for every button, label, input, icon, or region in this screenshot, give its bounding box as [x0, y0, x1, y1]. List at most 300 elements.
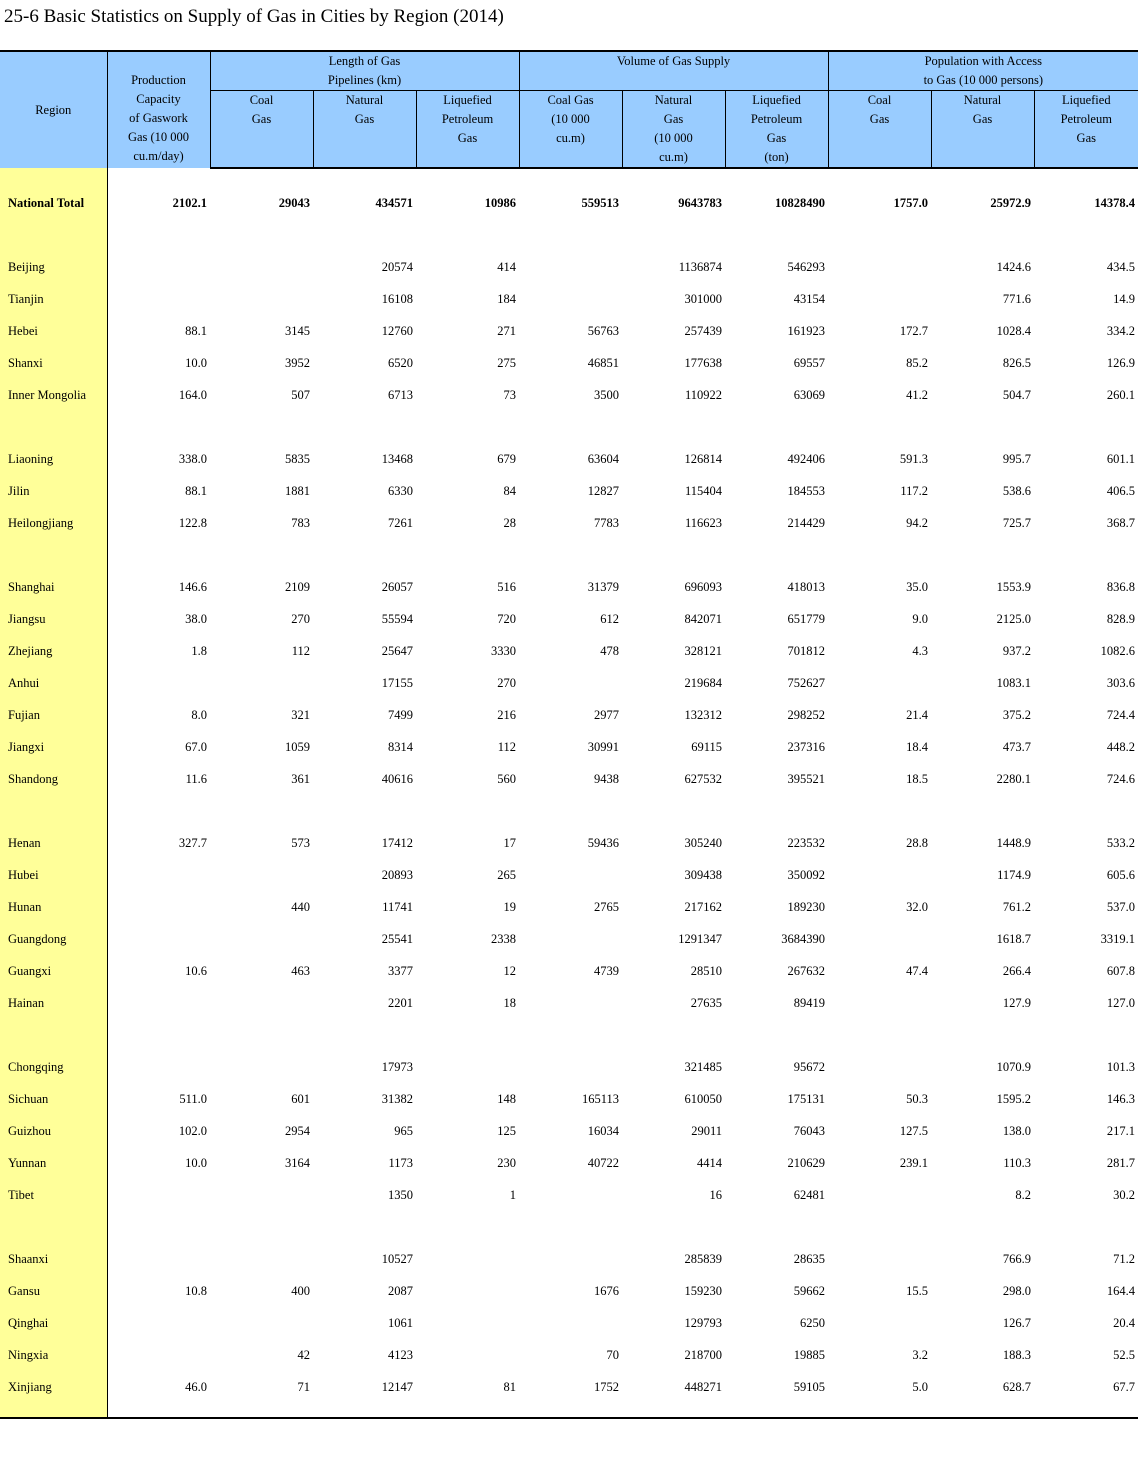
- spacer-cell: [725, 1019, 828, 1051]
- data-cell: 62481: [793, 1187, 826, 1202]
- data-cell: 76043: [793, 1123, 826, 1138]
- region-name: Ningxia: [0, 1339, 107, 1371]
- data-cell: 27635: [690, 995, 723, 1010]
- data-cell: 237316: [787, 739, 826, 754]
- data-cell: 10.0: [185, 1155, 207, 1170]
- spacer-cell: [210, 411, 313, 443]
- spacer-cell: [1034, 168, 1138, 187]
- data-cell: [210, 1307, 313, 1339]
- spacer-cell: [828, 795, 931, 827]
- region-name: Henan: [0, 827, 107, 859]
- data-cell: 11.6: [185, 771, 207, 786]
- header-text-line: Coal: [249, 93, 274, 107]
- data-cell: 546293: [787, 259, 826, 274]
- data-cell: 122.8: [178, 515, 207, 530]
- data-cell: [519, 859, 622, 891]
- data-cell: 414: [497, 259, 517, 274]
- data-cell: 50.3: [906, 1091, 929, 1106]
- data-cell: 95672: [793, 1059, 826, 1074]
- data-cell: [107, 667, 210, 699]
- data-cell: 138.0: [1002, 1123, 1032, 1138]
- data-cell: 81: [503, 1379, 517, 1394]
- data-cell: 16108: [381, 291, 413, 306]
- data-cell: [416, 1051, 519, 1083]
- region-name: Fujian: [0, 699, 107, 731]
- spacer-cell: [519, 539, 622, 571]
- header-text-line: cu.m/day): [133, 149, 184, 163]
- data-cell: 725.7: [1002, 515, 1032, 530]
- data-cell: [107, 923, 210, 955]
- data-cell: [107, 283, 210, 315]
- spacer-cell: [210, 795, 313, 827]
- population-col-header-1: [931, 91, 1034, 169]
- spacer-cell: [313, 795, 416, 827]
- data-cell: 3164: [285, 1155, 310, 1170]
- data-cell: 11741: [382, 899, 413, 914]
- data-cell: 127.5: [899, 1123, 929, 1138]
- region-name: Guangxi: [0, 955, 107, 987]
- table-row: [0, 1371, 1138, 1403]
- data-cell: 771.6: [1002, 291, 1032, 306]
- region-name: Hainan: [0, 987, 107, 1019]
- data-cell: 38.0: [185, 611, 207, 626]
- data-cell: [416, 1275, 519, 1307]
- data-cell: 2977: [594, 707, 620, 722]
- data-cell: 463: [291, 963, 310, 978]
- data-cell: 14378.4: [1094, 195, 1136, 210]
- spacer-cell: [313, 539, 416, 571]
- data-cell: 110922: [684, 387, 723, 402]
- data-cell: 492406: [787, 451, 826, 466]
- data-cell: 125: [497, 1123, 517, 1138]
- data-cell: [519, 923, 622, 955]
- data-cell: 69115: [691, 739, 723, 754]
- data-cell: 3952: [285, 355, 310, 370]
- page-title: 25-6 Basic Statistics on Supply of Gas in Cities by Region (2014): [4, 6, 504, 27]
- table-row: [0, 1115, 1138, 1147]
- data-cell: 601: [291, 1091, 310, 1106]
- header-text-line: Pipelines (km): [327, 73, 402, 87]
- data-cell: 239.1: [899, 1155, 929, 1170]
- spacer-cell: [931, 411, 1034, 443]
- table-row: [0, 283, 1138, 315]
- data-cell: 1291347: [678, 931, 723, 946]
- data-cell: 1070.9: [996, 1059, 1032, 1074]
- header-text-line: Gas: [663, 112, 684, 126]
- data-cell: 321: [291, 707, 310, 722]
- header-text-line: Population with Access: [924, 54, 1042, 68]
- table-row: [0, 859, 1138, 891]
- spacer-row: [0, 1019, 1138, 1051]
- data-cell: 628.7: [1002, 1379, 1032, 1394]
- header-text-line: Liquefied: [443, 93, 492, 107]
- data-cell: [416, 1243, 519, 1275]
- spacer-cell: [828, 1403, 931, 1418]
- region-name: Jiangsu: [0, 603, 107, 635]
- spacer-cell: [210, 1019, 313, 1051]
- spacer-cell: [1034, 795, 1138, 827]
- data-cell: 507: [291, 387, 310, 402]
- data-cell: 31382: [381, 1091, 413, 1106]
- table-row: [0, 923, 1138, 955]
- spacer-cell: [416, 1019, 519, 1051]
- region-name: Guangdong: [0, 923, 107, 955]
- data-cell: [828, 1179, 931, 1211]
- data-cell: 9.0: [912, 611, 929, 626]
- data-cell: 285839: [684, 1251, 723, 1266]
- data-cell: 478: [600, 643, 620, 658]
- data-cell: 965: [394, 1123, 413, 1138]
- data-cell: 20893: [381, 867, 413, 882]
- data-cell: 40722: [587, 1155, 620, 1170]
- spacer-cell: [107, 168, 210, 187]
- data-cell: 270: [291, 611, 310, 626]
- data-cell: [828, 1051, 931, 1083]
- data-cell: 260.1: [1106, 387, 1136, 402]
- table-row: [0, 347, 1138, 379]
- data-cell: 88.1: [185, 323, 207, 338]
- data-cell: 1757.0: [893, 195, 929, 210]
- data-cell: 30.2: [1113, 1187, 1136, 1202]
- spacer-cell: [931, 168, 1034, 187]
- spacer-cell: [0, 795, 107, 827]
- data-cell: 395521: [787, 771, 826, 786]
- data-cell: 43154: [793, 291, 826, 306]
- data-cell: 127.9: [1002, 995, 1032, 1010]
- data-cell: 47.4: [906, 963, 929, 978]
- data-cell: 59662: [793, 1283, 826, 1298]
- data-cell: 219684: [684, 675, 723, 690]
- table-row: [0, 1243, 1138, 1275]
- data-cell: 327.7: [178, 835, 207, 850]
- region-name: Beijing: [0, 251, 107, 283]
- data-cell: 361: [291, 771, 310, 786]
- data-cell: 10.8: [185, 1283, 207, 1298]
- data-cell: 146.3: [1106, 1091, 1136, 1106]
- data-cell: 533.2: [1106, 835, 1136, 850]
- region-name: Inner Mongolia: [0, 379, 107, 411]
- spacer-cell: [828, 1019, 931, 1051]
- data-cell: 375.2: [1002, 707, 1032, 722]
- data-cell: 25972.9: [990, 195, 1032, 210]
- data-cell: 3500: [594, 387, 620, 402]
- volume-group-header: [519, 51, 828, 91]
- header-text-line: (ton): [764, 150, 789, 164]
- data-cell: 4414: [697, 1155, 723, 1170]
- data-cell: [416, 1339, 519, 1371]
- data-cell: 766.9: [1002, 1251, 1032, 1266]
- spacer-cell: [519, 795, 622, 827]
- region-name: Shanxi: [0, 347, 107, 379]
- data-cell: [519, 1051, 622, 1083]
- data-cell: 1752: [594, 1379, 620, 1394]
- spacer-cell: [210, 219, 313, 251]
- header-text-line: Liquefied: [1061, 93, 1111, 107]
- header-text-line: (10 000: [654, 131, 693, 145]
- data-cell: 1448.9: [996, 835, 1032, 850]
- data-cell: 1.8: [191, 643, 207, 658]
- data-cell: 937.2: [1002, 643, 1032, 658]
- data-cell: 84: [503, 483, 517, 498]
- data-cell: 94.2: [906, 515, 929, 530]
- table-row: [0, 667, 1138, 699]
- population-col-header-0: [828, 91, 931, 169]
- data-cell: 175131: [787, 1091, 826, 1106]
- data-cell: 270: [497, 675, 517, 690]
- table-row: [0, 635, 1138, 667]
- header-text-line: Gas: [457, 131, 478, 145]
- data-cell: 6250: [800, 1315, 826, 1330]
- spacer-cell: [210, 539, 313, 571]
- data-cell: 607.8: [1106, 963, 1136, 978]
- data-cell: 3.2: [912, 1347, 929, 1362]
- data-cell: 55594: [381, 611, 413, 626]
- data-cell: 752627: [787, 675, 826, 690]
- data-cell: [828, 1307, 931, 1339]
- data-cell: 73: [503, 387, 517, 402]
- header-text-line: Natural: [654, 93, 693, 107]
- data-cell: 42: [297, 1347, 310, 1362]
- spacer-cell: [725, 411, 828, 443]
- data-cell: 161923: [787, 323, 826, 338]
- data-cell: 15.5: [906, 1283, 929, 1298]
- header-text-line: Coal Gas: [547, 93, 594, 107]
- table-row: [0, 955, 1138, 987]
- data-cell: 321485: [684, 1059, 723, 1074]
- population-group-header: [828, 51, 1138, 91]
- pipeline-col-header-2: [416, 91, 519, 169]
- data-cell: 69557: [793, 355, 826, 370]
- data-cell: 71.2: [1113, 1251, 1136, 1266]
- data-cell: [107, 1307, 210, 1339]
- spacer-cell: [622, 219, 725, 251]
- data-cell: 267632: [787, 963, 826, 978]
- data-cell: [519, 987, 622, 1019]
- data-cell: 10.0: [185, 355, 207, 370]
- pipeline-col-header-1: [313, 91, 416, 169]
- data-cell: [107, 1243, 210, 1275]
- region-name: Zhejiang: [0, 635, 107, 667]
- region-name: Anhui: [0, 667, 107, 699]
- region-name: National Total: [0, 187, 107, 219]
- spacer-cell: [0, 219, 107, 251]
- spacer-cell: [107, 539, 210, 571]
- spacer-cell: [0, 1211, 107, 1243]
- data-cell: 406.5: [1106, 483, 1136, 498]
- data-cell: 2338: [491, 931, 517, 946]
- data-cell: 19885: [793, 1347, 826, 1362]
- data-cell: 67.0: [185, 739, 207, 754]
- data-cell: 560: [497, 771, 517, 786]
- data-cell: 8314: [388, 739, 413, 754]
- data-cell: 2125.0: [996, 611, 1032, 626]
- data-cell: 328121: [684, 643, 723, 658]
- data-cell: 434571: [375, 195, 413, 210]
- data-cell: [210, 1051, 313, 1083]
- data-cell: 19: [503, 899, 517, 914]
- data-cell: 17155: [381, 675, 413, 690]
- data-cell: 305240: [684, 835, 723, 850]
- header-text-line: Gas (10 000: [127, 130, 190, 144]
- table-row: [0, 731, 1138, 763]
- data-cell: 511.0: [179, 1091, 207, 1106]
- national-total-row: [0, 187, 1138, 219]
- spacer-cell: [107, 411, 210, 443]
- spacer-row: [0, 1211, 1138, 1243]
- spacer-cell: [519, 1211, 622, 1243]
- spacer-cell: [1034, 1403, 1138, 1418]
- data-cell: 172.7: [899, 323, 929, 338]
- header-text-line: Gas: [869, 112, 890, 126]
- data-cell: [828, 859, 931, 891]
- data-cell: 56763: [587, 323, 620, 338]
- data-cell: [210, 283, 313, 315]
- data-cell: 601.1: [1106, 451, 1136, 466]
- data-cell: 7783: [594, 515, 620, 530]
- data-cell: 271: [497, 323, 517, 338]
- data-cell: 129793: [684, 1315, 723, 1330]
- spacer-row: [0, 168, 1138, 187]
- spacer-cell: [931, 1403, 1034, 1418]
- data-cell: 4.3: [912, 643, 929, 658]
- data-cell: 8.2: [1015, 1187, 1032, 1202]
- data-cell: 18: [503, 995, 517, 1010]
- data-cell: 216: [497, 707, 517, 722]
- data-cell: 16: [709, 1187, 723, 1202]
- data-cell: 516: [497, 579, 517, 594]
- spacer-cell: [313, 1211, 416, 1243]
- spacer-cell: [107, 1403, 210, 1418]
- spacer-cell: [416, 795, 519, 827]
- data-cell: 132312: [684, 707, 723, 722]
- data-cell: 32.0: [906, 899, 929, 914]
- spacer-cell: [828, 411, 931, 443]
- header-text-line: to Gas (10 000 persons): [923, 73, 1043, 87]
- data-cell: 177638: [684, 355, 723, 370]
- data-cell: 836.8: [1106, 579, 1136, 594]
- data-cell: 448.2: [1106, 739, 1136, 754]
- data-cell: 8.0: [191, 707, 207, 722]
- data-cell: 189230: [787, 899, 826, 914]
- data-cell: 88.1: [185, 483, 207, 498]
- spacer-cell: [519, 1403, 622, 1418]
- region-name: Sichuan: [0, 1083, 107, 1115]
- data-cell: [107, 1051, 210, 1083]
- data-cell: 724.6: [1106, 771, 1136, 786]
- data-cell: 17: [503, 835, 517, 850]
- spacer-cell: [725, 539, 828, 571]
- data-cell: 1083.1: [996, 675, 1032, 690]
- spacer-cell: [107, 795, 210, 827]
- data-cell: 101.3: [1106, 1059, 1136, 1074]
- data-cell: 25541: [381, 931, 413, 946]
- data-cell: 115404: [684, 483, 723, 498]
- data-cell: [828, 283, 931, 315]
- data-cell: 591.3: [899, 451, 929, 466]
- region-name: Guizhou: [0, 1115, 107, 1147]
- table-row: [0, 315, 1138, 347]
- region-name: Hubei: [0, 859, 107, 891]
- header-text-line: Volume of Gas Supply: [616, 54, 731, 68]
- table-row: [0, 1339, 1138, 1371]
- data-cell: 266.4: [1002, 963, 1032, 978]
- spacer-cell: [828, 219, 931, 251]
- data-cell: 3319.1: [1100, 931, 1136, 946]
- data-cell: 46851: [587, 355, 620, 370]
- data-cell: 679: [497, 451, 517, 466]
- spacer-cell: [725, 1403, 828, 1418]
- data-cell: 188.3: [1002, 1347, 1032, 1362]
- spacer-cell: [622, 795, 725, 827]
- data-cell: 112: [291, 643, 310, 658]
- spacer-cell: [0, 1019, 107, 1051]
- data-cell: 217.1: [1106, 1123, 1136, 1138]
- data-cell: 184: [497, 291, 517, 306]
- data-cell: 504.7: [1002, 387, 1032, 402]
- data-cell: 117.2: [900, 483, 929, 498]
- data-cell: 537.0: [1106, 899, 1136, 914]
- data-cell: 473.7: [1002, 739, 1032, 754]
- data-cell: [519, 283, 622, 315]
- data-cell: 1061: [388, 1315, 413, 1330]
- data-cell: 148: [497, 1091, 517, 1106]
- data-cell: 70: [606, 1347, 620, 1362]
- data-cell: 1676: [594, 1283, 620, 1298]
- data-cell: 4739: [594, 963, 620, 978]
- data-cell: 605.6: [1106, 867, 1136, 882]
- data-cell: 159230: [684, 1283, 723, 1298]
- data-cell: 230: [497, 1155, 517, 1170]
- data-cell: 400: [291, 1283, 310, 1298]
- data-cell: 826.5: [1002, 355, 1032, 370]
- data-cell: 1059: [285, 739, 310, 754]
- region-name: Shandong: [0, 763, 107, 795]
- spacer-cell: [210, 1403, 313, 1418]
- data-cell: 26057: [381, 579, 413, 594]
- region-name: Hunan: [0, 891, 107, 923]
- data-cell: 17412: [381, 835, 413, 850]
- data-cell: [107, 891, 210, 923]
- data-cell: 448271: [684, 1379, 723, 1394]
- data-cell: 29011: [691, 1123, 723, 1138]
- table-row: [0, 891, 1138, 923]
- data-cell: 701812: [787, 643, 826, 658]
- data-cell: 1350: [388, 1187, 413, 1202]
- data-cell: 2280.1: [996, 771, 1032, 786]
- data-cell: 40616: [381, 771, 413, 786]
- data-cell: 21.4: [906, 707, 929, 722]
- region-name: Chongqing: [0, 1051, 107, 1083]
- spacer-cell: [416, 168, 519, 187]
- header-text-line: Natural: [963, 93, 1002, 107]
- spacer-cell: [1034, 411, 1138, 443]
- header-text-line: Capacity: [136, 92, 181, 106]
- data-cell: 9438: [594, 771, 620, 786]
- data-cell: [210, 1243, 313, 1275]
- volume-col-header-2: [725, 91, 828, 169]
- header-text-line: cu.m): [659, 150, 688, 164]
- data-cell: [519, 1179, 622, 1211]
- region-name: Xinjiang: [0, 1371, 107, 1403]
- data-cell: 28.8: [906, 835, 929, 850]
- data-cell: 783: [291, 515, 310, 530]
- data-cell: 28510: [690, 963, 723, 978]
- spacer-cell: [725, 219, 828, 251]
- data-cell: 30991: [587, 739, 620, 754]
- pipelines-group-header: [210, 51, 519, 91]
- spacer-row: [0, 539, 1138, 571]
- spacer-cell: [828, 1211, 931, 1243]
